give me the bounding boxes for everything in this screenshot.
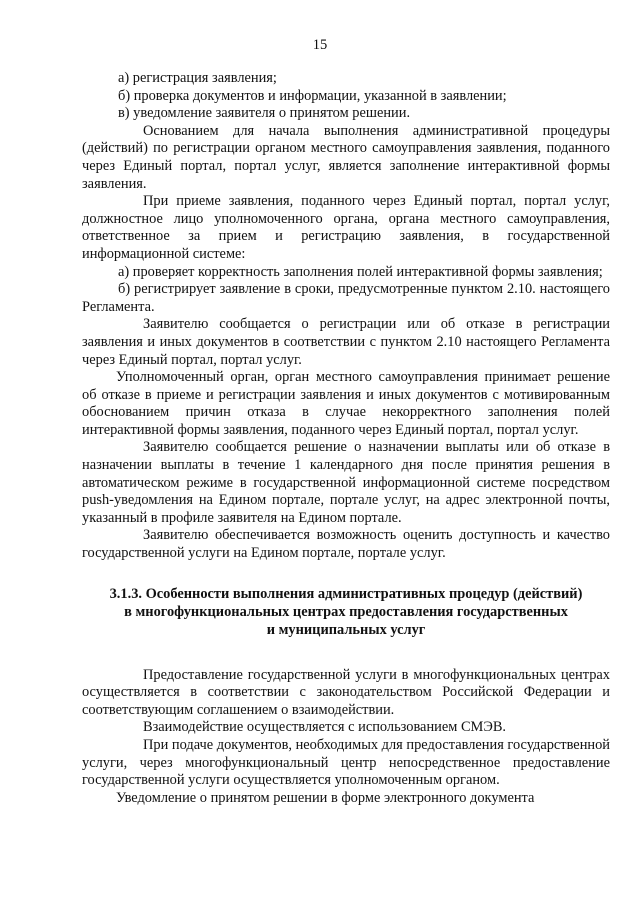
list-item: а) регистрация заявления; (118, 70, 277, 86)
heading-line: в многофункциональных центрах предоставления государственных (124, 603, 568, 620)
paragraph: При приеме заявления, поданного через Единый портал, портал услуг, должностное лицо уполномоченного органа, органа местного самоуправления, ответственное за прием и регистрацию заявления, в государственной информационной системе: (82, 193, 610, 262)
paragraph: Основанием для начала выполнения административной процедуры (действий) по регистрации органом местного самоуправления заявления, поданного через Единый портал, портал услуг, является заполнение интерактивной формы заявления. (82, 122, 610, 192)
paragraph: Уполномоченный орган, орган местного самоуправления принимает решение об отказе в приеме и регистрации заявления и иных документов с мотивированным обоснованием причин отказа в случае некорректного заполнения полей интерактивной формы заявления, поданного через Единый портал, портал услуг. (82, 369, 610, 438)
section-heading (82, 585, 610, 639)
page-number: 15 (312, 37, 328, 53)
paragraph: Предоставление государственной услуги в многофункциональных центрах осуществляется в соответствии с законодательством Российской Федерации и соответствующим соглашением о взаимодействии. (82, 666, 610, 718)
heading-line: 3.1.3. Особенности выполнения административных процедур (действий) (109, 585, 583, 602)
document-body (82, 70, 610, 807)
list-item: в) уведомление заявителя о принятом решении. (118, 105, 411, 122)
paragraph: Заявителю сообщается о регистрации или об отказе в регистрации заявления и иных документов в соответствии с пунктом 2.10 настоящего Регламента через Единый портал, портал услуг. (82, 316, 610, 368)
paragraph: При подаче документов, необходимых для предоставления государственной услуги, через многофункциональный центр непосредственное предоставление государственной услуги осуществляется уполномоченным органом. (82, 737, 610, 789)
paragraph: б) регистрирует заявление в сроки, предусмотренные пунктом 2.10. настоящего Регламента. (82, 281, 610, 315)
paragraph: Уведомление о принятом решении в форме электронного документа (116, 789, 535, 806)
list-item: б) проверка документов и информации, указанной в заявлении; (118, 87, 507, 104)
paragraph: Заявителю сообщается решение о назначении выплаты или об отказе в назначении выплаты в течение 1 календарного дня после принятия решения в автоматическом режиме в государственной информационной системе посредством push-уведомления на Едином портале, портале услуг, на адрес электронной почты, указанный в профиле заявителя на Едином портале. (82, 439, 610, 526)
heading-line: и муниципальных услуг (266, 621, 426, 638)
paragraph: а) проверяет корректность заполнения полей интерактивной формы заявления; (118, 263, 603, 280)
paragraph: Заявителю обеспечивается возможность оценить доступность и качество государственной услуги на Едином портале, портале услуг. (82, 527, 610, 562)
paragraph: Взаимодействие осуществляется с использованием СМЭВ. (143, 719, 507, 736)
